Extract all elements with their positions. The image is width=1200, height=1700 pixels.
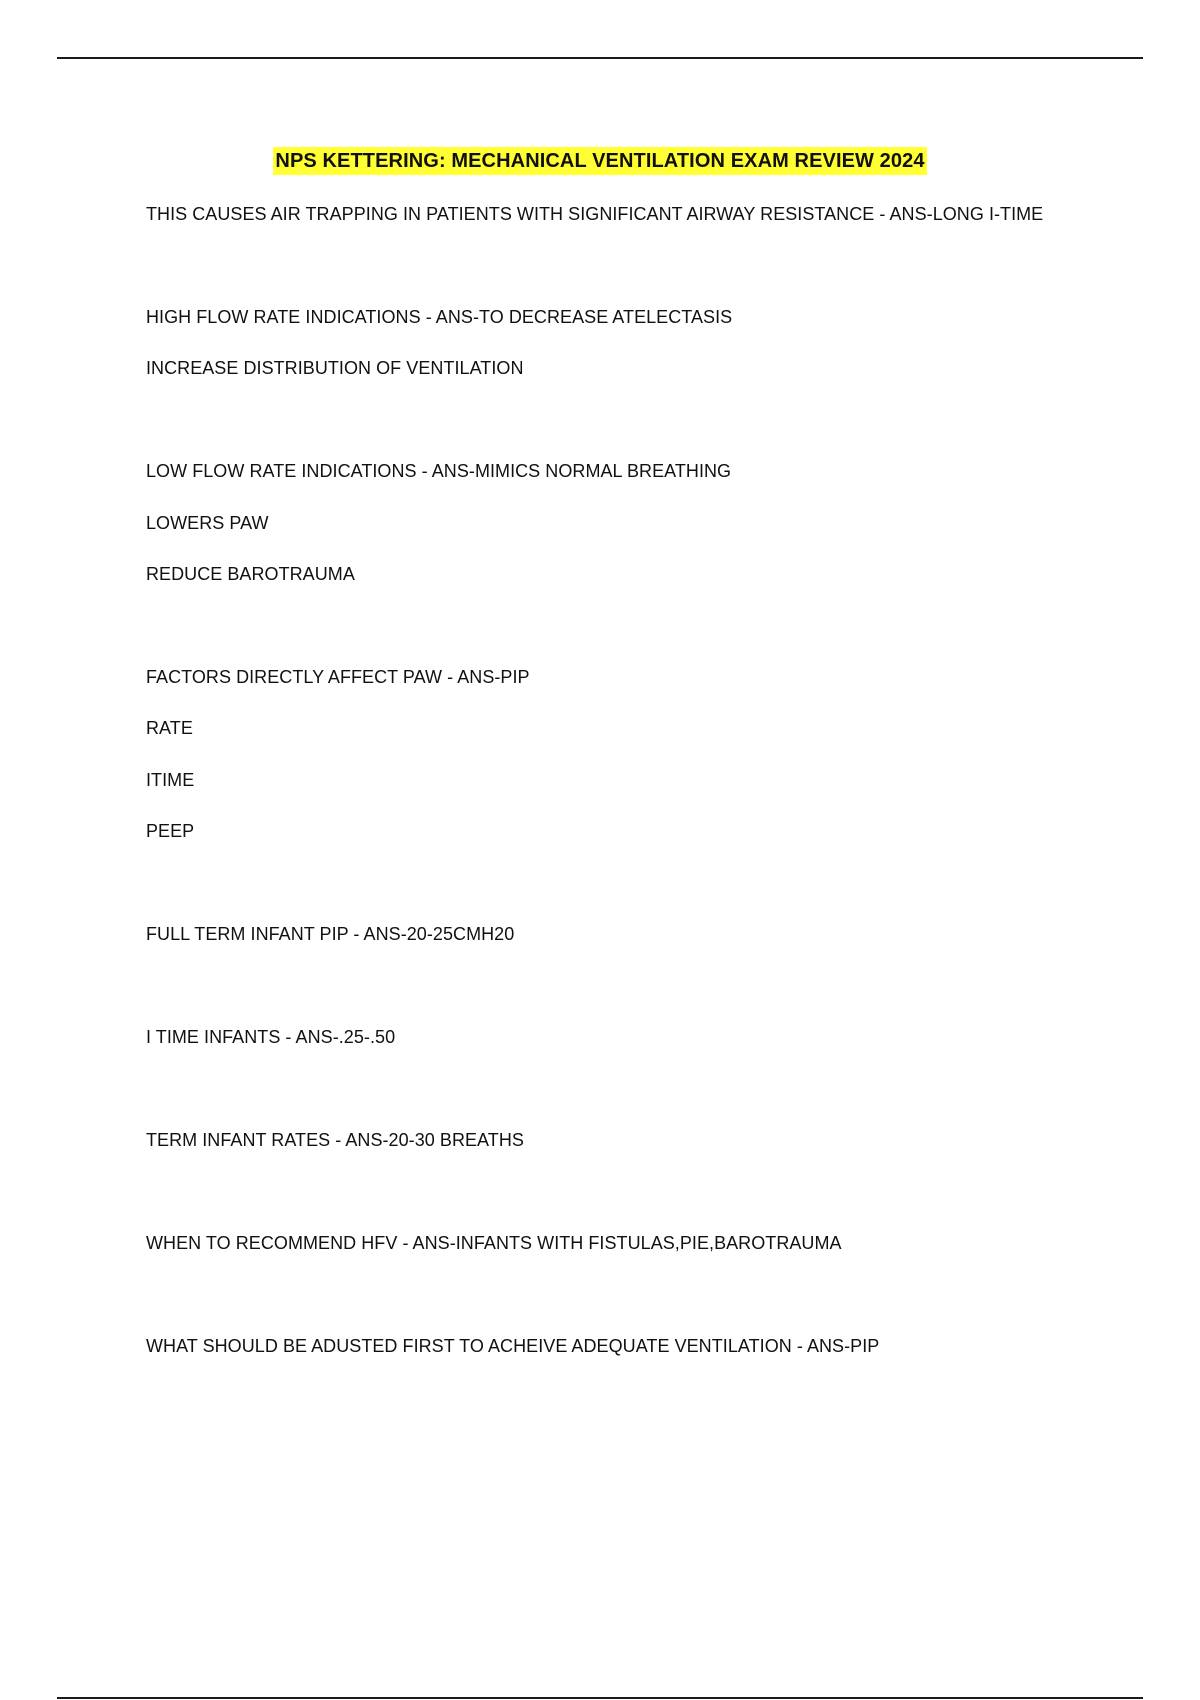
qa-line-infant-rates: TERM INFANT RATES - ANS-20-30 BREATHS	[146, 1130, 524, 1150]
qa-line-infant-pip: FULL TERM INFANT PIP - ANS-20-25CMH20	[146, 924, 515, 944]
qa-line-low-flow-cont-1: LOWERS PAW	[146, 513, 269, 533]
qa-line-high-flow-cont: INCREASE DISTRIBUTION OF VENTILATION	[146, 358, 524, 378]
title-container	[0, 147, 1200, 175]
header-rule	[57, 57, 1143, 59]
qa-line-paw-factors-cont-3: PEEP	[146, 821, 195, 841]
qa-line-air-trapping: THIS CAUSES AIR TRAPPING IN PATIENTS WITH SIGNIFICANT AIRWAY RESISTANCE - ANS-LONG I-TIME	[146, 204, 1044, 224]
qa-line-hfv: WHEN TO RECOMMEND HFV - ANS-INFANTS WITH FISTULAS,PIE,BAROTRAUMA	[146, 1233, 842, 1253]
qa-line-adjust-first: WHAT SHOULD BE ADUSTED FIRST TO ACHEIVE ADEQUATE VENTILATION - ANS-PIP	[146, 1336, 880, 1356]
qa-line-paw-factors-cont-2: ITIME	[146, 770, 195, 790]
qa-line-paw-factors: FACTORS DIRECTLY AFFECT PAW - ANS-PIP	[146, 667, 530, 687]
qa-line-paw-factors-cont-1: RATE	[146, 718, 193, 738]
footer-rule	[57, 1697, 1143, 1699]
qa-line-low-flow: LOW FLOW RATE INDICATIONS - ANS-MIMICS NORMAL BREATHING	[146, 461, 732, 481]
qa-line-low-flow-cont-2: REDUCE BAROTRAUMA	[146, 564, 355, 584]
document-title: NPS KETTERING: MECHANICAL VENTILATION EXAM REVIEW 2024	[273, 147, 926, 175]
qa-line-itime-infants: I TIME INFANTS - ANS-.25-.50	[146, 1027, 396, 1047]
qa-line-high-flow: HIGH FLOW RATE INDICATIONS - ANS-TO DECREASE ATELECTASIS	[146, 307, 733, 327]
